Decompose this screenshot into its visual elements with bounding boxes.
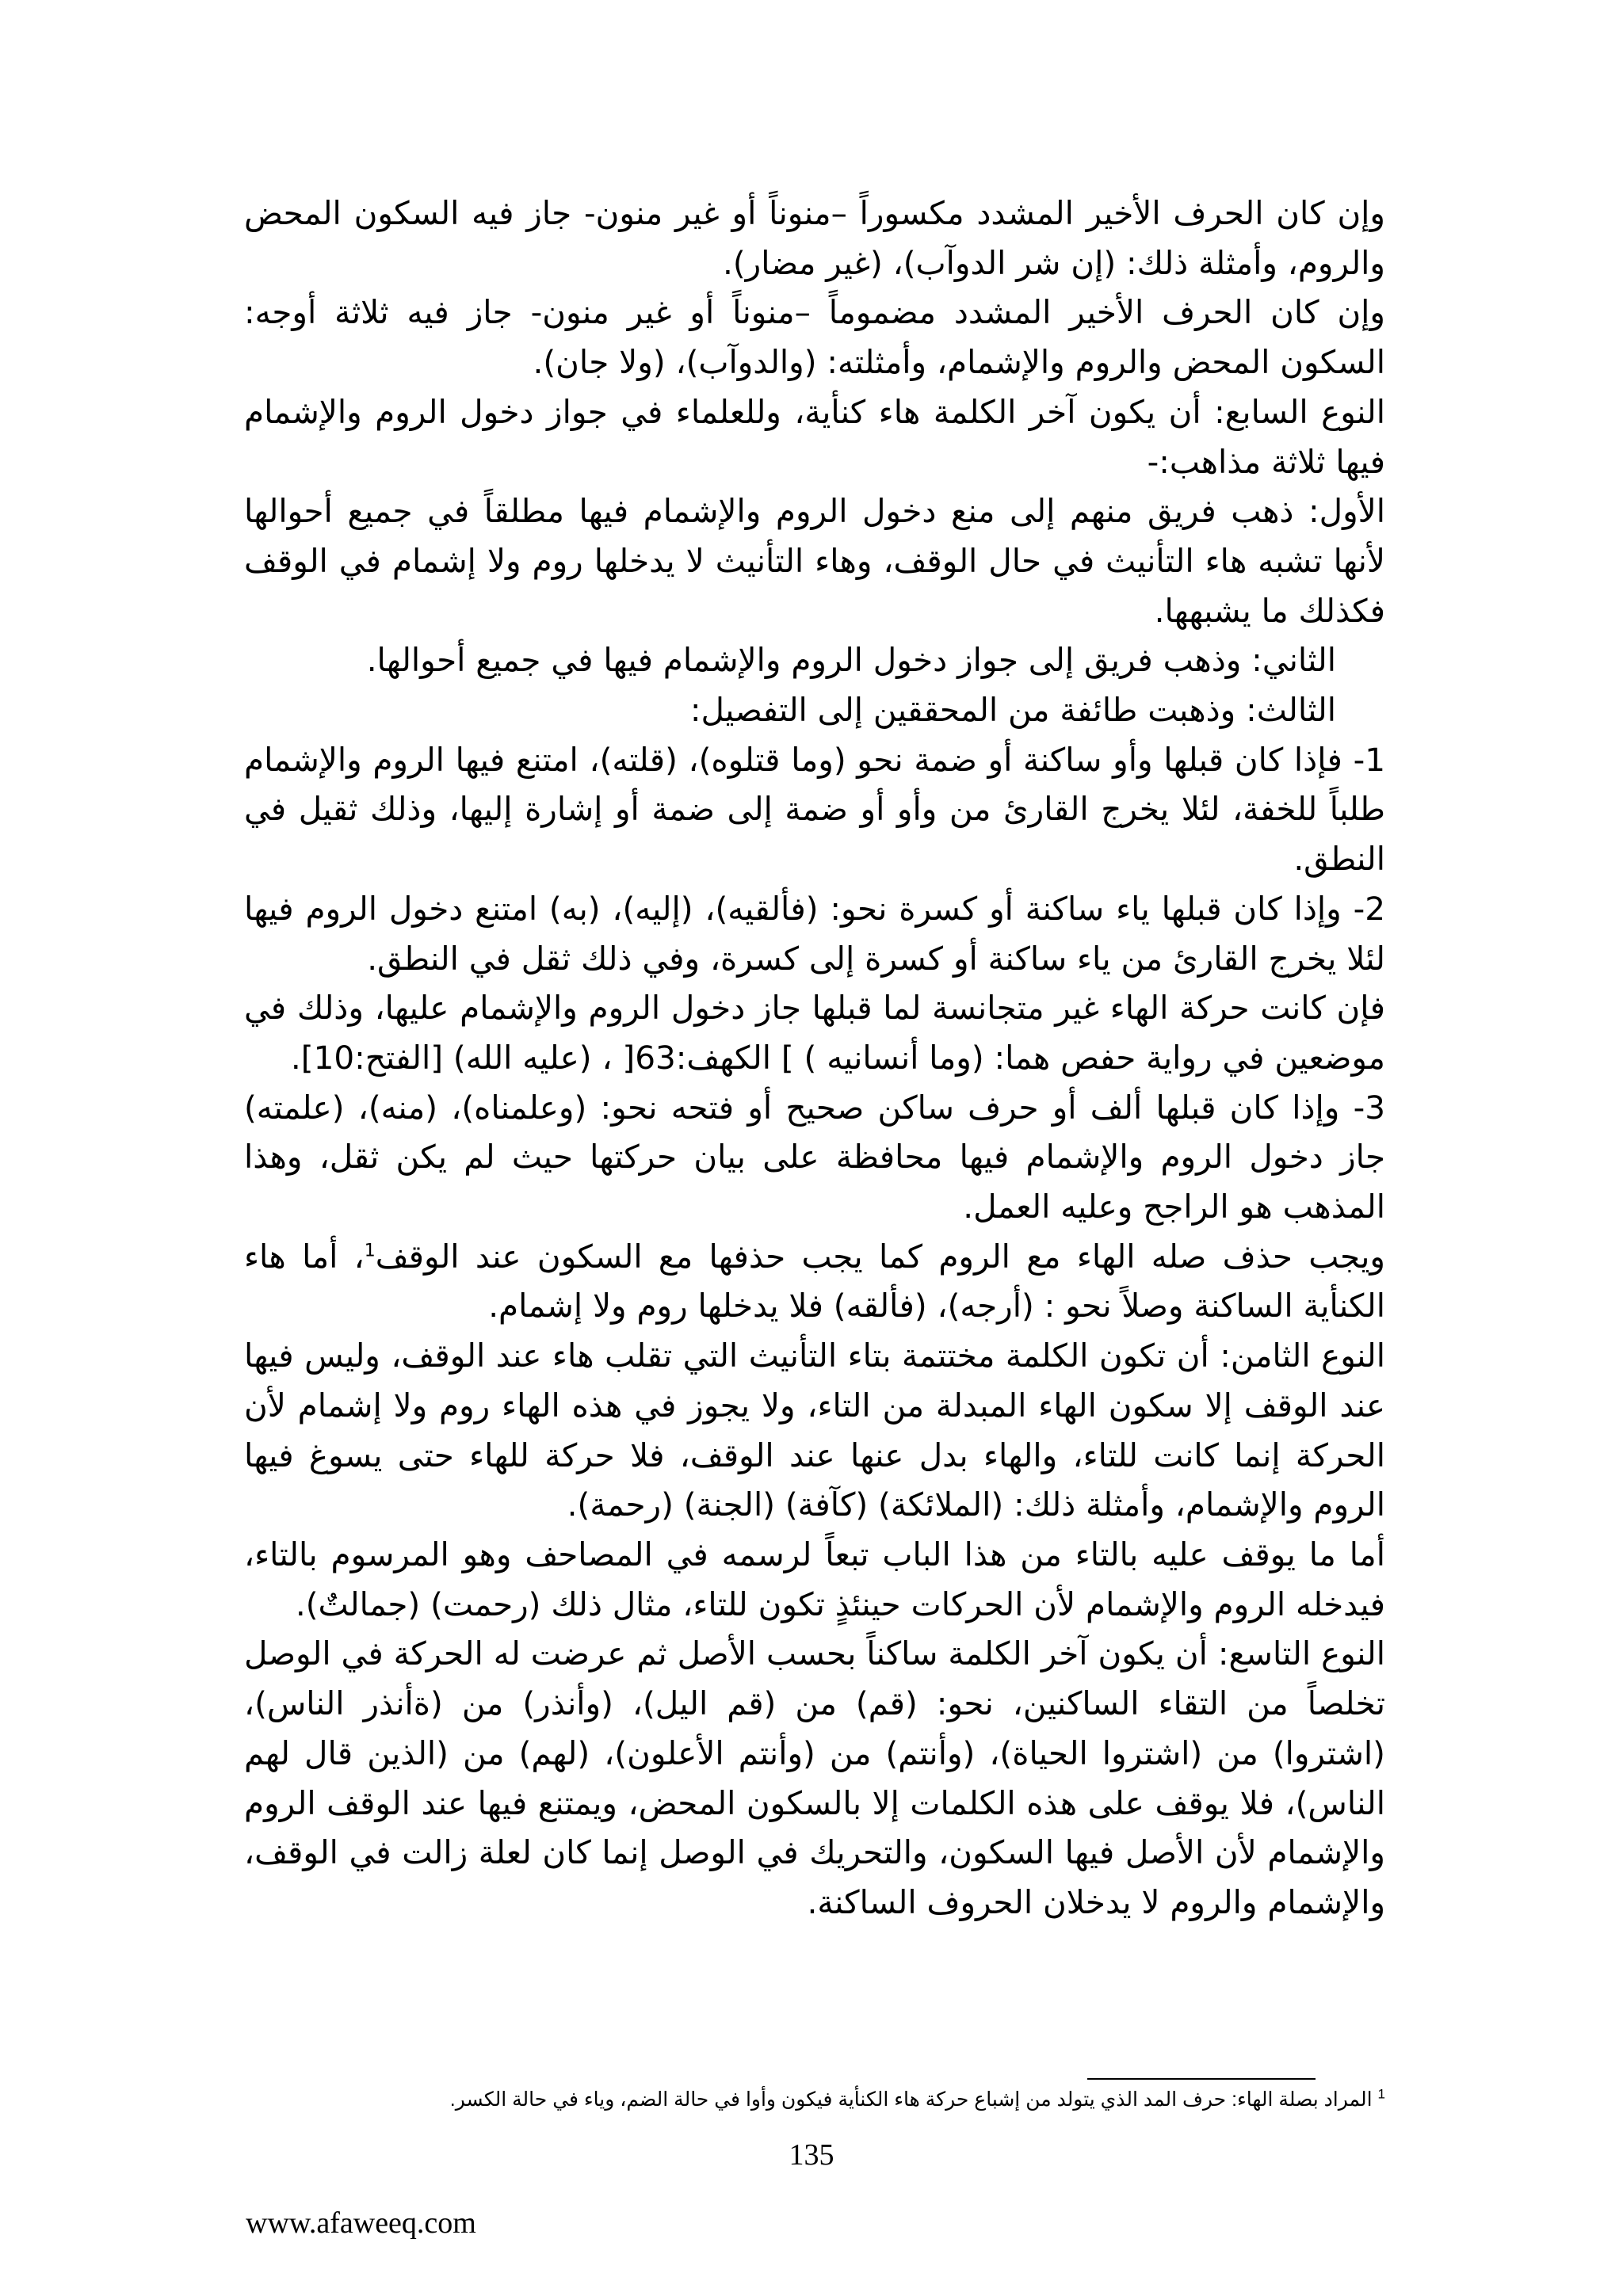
page-number: 135 [789, 2138, 834, 2172]
paragraph-type-8-text: أن تكون الكلمة مختتمة بتاء التأنيث التي تقلب هاء عند الوقف، وليس فيها عند الوقف إلا سكون الهاء المبدلة من التاء، ولا يجوز في هذه الهاء روم ولا إشمام لأن الحركة إنما كانت للتاء، والهاء بدل عنها عند الوقف، فلا حركة للهاء حتى يسوغ فيها الروم والإشمام، وأمثلة ذلك: (الملائكة) (كآفة) (الجنة) (رحمة). [244, 1337, 1385, 1524]
paragraph-case-2: 2- وإذا كان قبلها ياء ساكنة أو كسرة نحو: (فألقيه)، (إليه)، (به) امتنع دخول الروم فيها لئلا يخرج القارئ من ياء ساكنة أو كسرة إلى كسرة، وفي ذلك ثقل في النطق. [244, 889, 1385, 978]
footnote-divider [1087, 2078, 1316, 2080]
heading-type-8: النوع الثامن: [1220, 1337, 1385, 1375]
paragraph-type-7 [244, 387, 1385, 486]
paragraph-open-ta: أما ما يوقف عليه بالتاء من هذا الباب تبعاً لرسمه في المصاحف وهو المرسوم بالتاء، فيدخله الروم والإشمام لأن الحركات حينئذٍ تكون للتاء، مثال ذلك (رحمت) (جمالتٌ). [244, 1535, 1385, 1623]
paragraph-silah-text-a: ويجب حذف صله الهاء مع الروم كما يجب حذفها مع السكون عند الوقف [375, 1237, 1385, 1276]
paragraph-2: وإن كان الحرف الأخير المشدد مضموماً –منوناً أو غير منون- جاز فيه ثلاثة أوجه: السكون المحض والروم والإشمام، وأمثلته: (والدوآب)، (ولا جان). [244, 293, 1385, 382]
paragraph-third-view-text: وذهبت طائفة من المحققين إلى التفصيل: [689, 691, 1247, 730]
site-url-link[interactable]: www.afaweeq.com [246, 2206, 476, 2240]
label-first: الأول: [1308, 492, 1385, 531]
paragraph-type-9 [244, 1629, 1385, 1927]
paragraph-type-9-text: أن يكون آخر الكلمة ساكناً بحسب الأصل ثم عرضت له الحركة في الوصل تخلصاً من التقاء الساكنين، نحو: (قم) من (قم اليل)، (وأنذر) من (ةأنذر الناس)، (اشتروا) من (اشتروا الحياة)، (وأنتم) من (وأنتم الأعلون)، (لهم) من (الذين قال لهم الناس)، فلا يوقف على هذه الكلمات إلا بالسكون المحض، ويمتنع فيها عند الوقف الروم والإشمام لأن الأصل فيها السكون، والتحريك في الوصل إنما كان لعلة زالت في الوقف، والإشمام والروم لا يدخلان الحروف الساكنة. [244, 1634, 1385, 1921]
heading-type-9: النوع التاسع: [1217, 1634, 1385, 1673]
footnote-reference[interactable]: 1 [364, 1241, 376, 1261]
footnote-number: 1 [1377, 2086, 1385, 2102]
paragraph-exception: فإن كانت حركة الهاء غير متجانسة لما قبلها جاز دخول الروم والإشمام عليها، وذلك في موضعين في رواية حفص هما: (وما أنسانيه ) ] الكهف:63[ ، (عليه الله) [الفتح:10]. [244, 989, 1385, 1077]
paragraph-first-view [244, 486, 1385, 635]
paragraph-second-view-text: وذهب فريق إلى جواز دخول الروم والإشمام فيها في جميع أحوالها. [366, 641, 1252, 680]
paragraph-type-8 [244, 1331, 1385, 1530]
main-text [244, 189, 1385, 1928]
paragraph-second-view [244, 635, 1385, 685]
paragraph-third-view [244, 685, 1385, 735]
label-second: الثاني: [1251, 641, 1336, 680]
label-third: الثالث: [1246, 691, 1336, 730]
paragraph-case-1: 1- فإذا كان قبلها وأو ساكنة أو ضمة نحو (وما قتلوه)، (قلته)، امتنع فيها الروم والإشمام طلباً للخفة، لئلا يخرج القارئ من وأو أو ضمة إلى ضمة أو إشارة إليها، وذلك ثقيل في النطق. [244, 740, 1385, 879]
paragraph-silah-text-b: ، أما هاء الكنأية الساكنة وصلاً نحو : (أرجه)، (فألقه) فلا يدخلها روم ولا إشمام. [244, 1237, 1385, 1325]
paragraph-silah [244, 1232, 1385, 1331]
footnote-text: المراد بصلة الهاء: حرف المد الذي يتولد من إشباع حركة هاء الكنأية فيكون وأوا في حالة الضم، وياء في حالة الكسر. [449, 2088, 1373, 2111]
footnote [244, 2085, 1385, 2114]
heading-type-7: النوع السابع: [1214, 392, 1385, 431]
paragraph-case-3: 3- وإذا كان قبلها ألف أو حرف ساكن صحيح أو فتحه نحو: (وعلمناه)، (منه)، (علمته) جاز دخول الروم والإشمام فيها محافظة على بيان حركتها حيث لم يكن ثقل، وهذا المذهب هو الراجح وعليه العمل. [244, 1088, 1385, 1226]
paragraph-first-view-text: ذهب فريق منهم إلى منع دخول الروم والإشمام فيها مطلقاً في جميع أحوالها لأنها تشبه هاء التأنيث في حال الوقف، وهاء التأنيث لا يدخلها روم ولا إشمام في الوقف فكذلك ما يشبهها. [244, 492, 1385, 630]
paragraph-type-7-text: أن يكون آخر الكلمة هاء كنأية، وللعلماء في جواز دخول الروم والإشمام فيها ثلاثة مذاهب:- [244, 392, 1385, 481]
paragraph-1: وإن كان الحرف الأخير المشدد مكسوراً –منوناً أو غير منون- جاز فيه السكون المحض والروم، وأمثلة ذلك: (إن شر الدوآب)، (غير مضار). [244, 194, 1385, 282]
